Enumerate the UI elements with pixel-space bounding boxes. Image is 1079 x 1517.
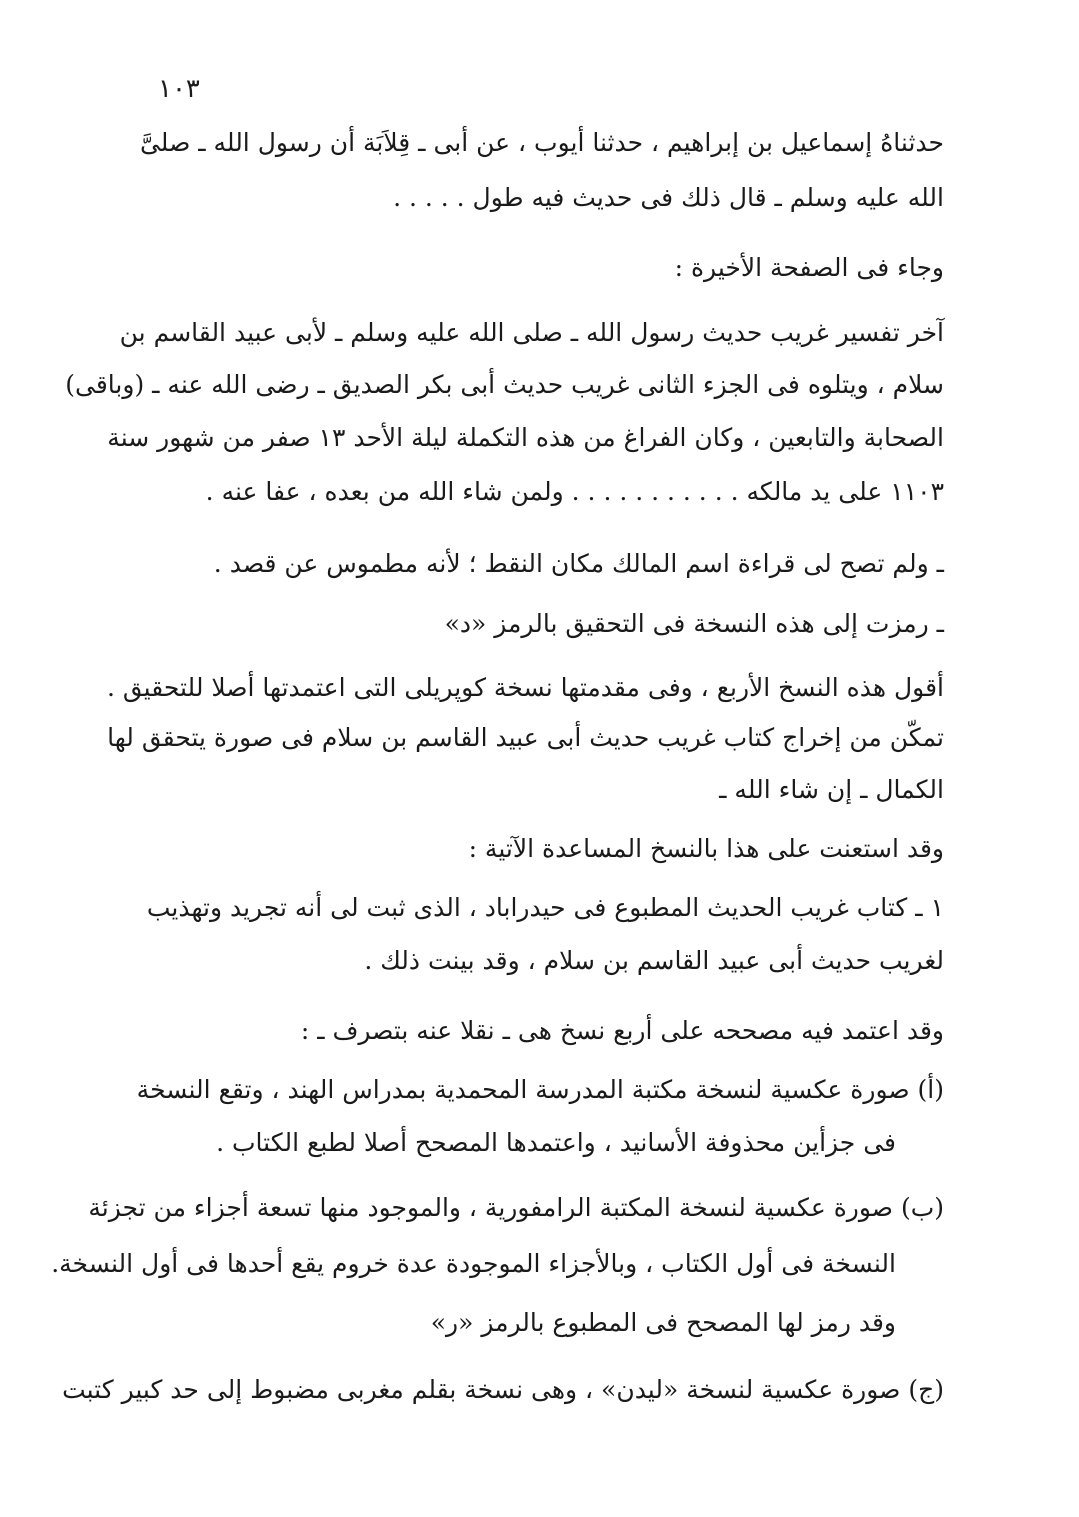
text-line: ـ رمزت إلى هذه النسخة فى التحقيق بالرمز «د»: [444, 609, 944, 638]
text-line: وجاء فى الصفحة الأخيرة :: [674, 253, 944, 282]
text-line: لغريب حديث أبى عبيد القاسم بن سلام ، وقد بينت ذلك .: [364, 946, 944, 975]
text-line: (ج) صورة عكسية لنسخة «ليدن» ، وهى نسخة بقلم مغربى مضبوط إلى حد كبير كتبت: [62, 1375, 944, 1404]
text-line: الكمال ـ إن شاء الله ـ: [719, 775, 944, 804]
page-number: ١٠٣: [158, 74, 200, 104]
text-line: ١ ـ كتاب غريب الحديث المطبوع فى حيدراباد ، الذى ثبت لى أنه تجريد وتهذيب: [146, 893, 944, 922]
text-line: أقول هذه النسخ الأربع ، وفى مقدمتها نسخة كوپريلى التى اعتمدتها أصلا للتحقيق .: [106, 673, 944, 702]
text-line: فى جزأين محذوفة الأسانيد ، واعتمدها المصحح أصلا لطبع الكتاب .: [216, 1128, 896, 1157]
text-line: وقد رمز لها المصحح فى المطبوع بالرمز «ر»: [430, 1308, 896, 1337]
text-line: حدثناهُ إسماعيل بن إبراهيم ، حدثنا أيوب ، عن أبى ـ قِلاَبَة أن رسول الله ـ صلىَّ: [139, 128, 944, 157]
text-line: ١١٠٣ على يد مالكه . . . . . . . . . . . ولمن شاء الله من بعده ، عفا عنه .: [205, 477, 944, 506]
text-line: ـ ولم تصح لى قراءة اسم المالك مكان النقط ؛ لأنه مطموس عن قصد .: [213, 549, 944, 578]
text-line: وقد اعتمد فيه مصححه على أربع نسخ هى ـ نقلا عنه بتصرف ـ :: [300, 1016, 944, 1045]
text-line: الله عليه وسلم ـ قال ذلك فى حديث فيه طول . . . . .: [393, 183, 944, 212]
text-line: النسخة فى أول الكتاب ، وبالأجزاء الموجودة عدة خروم يقع أحدها فى أول النسخة.: [51, 1249, 896, 1278]
text-line: تمكّن من إخراج كتاب غريب حديث أبى عبيد القاسم بن سلام فى صورة يتحقق لها: [107, 723, 944, 752]
text-line: آخر تفسير غريب حديث رسول الله ـ صلى الله عليه وسلم ـ لأبى عبيد القاسم بن: [119, 318, 944, 347]
text-line: سلام ، ويتلوه فى الجزء الثانى غريب حديث أبى بكر الصديق ـ رضى الله عنه ـ (وباقى): [65, 370, 944, 399]
text-line: (ب) صورة عكسية لنسخة المكتبة الرامفورية ، والموجود منها تسعة أجزاء من تجزئة: [88, 1193, 944, 1222]
text-line: (أ) صورة عكسية لنسخة مكتبة المدرسة المحمدية بمدراس الهند ، وتقع النسخة: [136, 1075, 944, 1104]
text-line: الصحابة والتابعين ، وكان الفراغ من هذه التكملة ليلة الأحد ١٣ صفر من شهور سنة: [107, 423, 944, 452]
text-line: وقد استعنت على هذا بالنسخ المساعدة الآتية :: [468, 834, 944, 863]
